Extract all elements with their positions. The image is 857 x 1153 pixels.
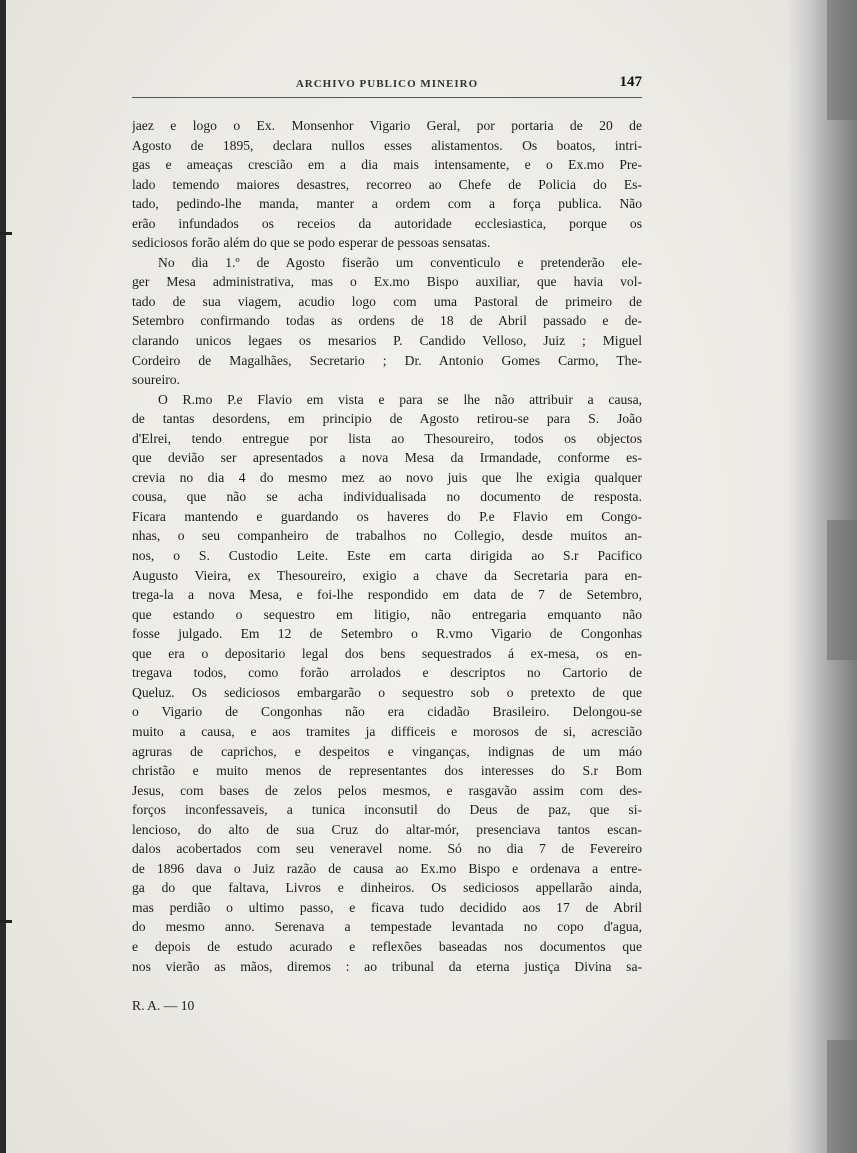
text-line: de tantas desordens, em principio de Agosto retirou-se para S. João [132, 411, 642, 427]
text-line: Setembro confirmando todas as ordens de 18 de Abril passado e de- [132, 313, 642, 329]
text-line: que estando o sequestro em litigio, não entregaria emquanto não [132, 606, 642, 622]
text-line: clarando unicos legaes os mesarios P. Candido Velloso, Juiz ; Miguel [132, 333, 642, 349]
text-line: nos, o S. Custodio Leite. Este em carta dirigida ao S.r Pacifico [132, 548, 642, 564]
text-line: tado, pedindo-lhe manda, manter a ordem com a força publica. Não [132, 196, 642, 212]
right-shadow-band [827, 0, 857, 120]
text-line: Cordeiro de Magalhães, Secretario ; Dr. Antonio Gomes Carmo, The- [132, 352, 642, 368]
text-line: de 1896 dava o Juiz razão de causa ao Ex.mo Bispo e ordenava a entre- [132, 860, 642, 876]
text-line: ger Mesa administrativa, mas o Ex.mo Bispo auxiliar, que havia vol- [132, 274, 642, 290]
body-text [132, 116, 642, 976]
right-shadow-band [827, 520, 857, 660]
text-line: muito a causa, e aos tramites ja difficeis e morosos de si, acrescião [132, 723, 642, 739]
text-line: nos vierão as mãos, diremos : ao tribunal da eterna justiça Divina sa- [132, 958, 642, 974]
text-line: o Vigario de Congonhas não era cidadão Brasileiro. Delongou-se [132, 704, 642, 720]
text-line: Ficara mantendo e guardando os haveres do P.e Flavio em Congo- [132, 508, 642, 524]
running-head: ARCHIVO PUBLICO MINEIRO [295, 78, 479, 90]
left-page-edge [0, 0, 6, 1153]
text-line: O R.mo P.e Flavio em vista e para se lhe não attribuir a causa, [158, 391, 642, 407]
text-line: christão e muito menos de representantes dos interesses do S.r Bom [132, 763, 642, 779]
text-line: cousa, que não se acha individualisada no documento de resposta. [132, 489, 642, 505]
text-line: que devião ser apresentados a nova Mesa da Irmandade, conforme es- [132, 450, 642, 466]
text-line: agruras de caprichos, e despeitos e vinganças, indignas de um máo [132, 743, 642, 759]
text-line: Queluz. Os sediciosos embargarão o sequestro sob o pretexto de que [132, 684, 642, 700]
text-line: do mesmo anno. Serenava a tempestade levantada no copo d'agua, [132, 919, 642, 935]
text-line: mas perdião o ultimo passo, e ficava tudo decidido aos 17 de Abril [132, 899, 642, 915]
left-edge-mark [0, 232, 12, 235]
right-shadow-band [827, 1040, 857, 1153]
text-line: e depois de estudo acurado e reflexões baseadas nos documentos que [132, 938, 642, 954]
text-line: lencioso, do alto de sua Cruz do altar-mór, presenciava tantos escan- [132, 821, 642, 837]
text-line: Augusto Vieira, ex Thesoureiro, exigio a chave da Secretaria para en- [132, 567, 642, 583]
page-header [132, 74, 642, 98]
text-line: dalos acobertados com seu veneravel nome. Só no dia 7 de Fevereiro [132, 841, 642, 857]
text-line: gas e ameaças crescião em a dia mais intensamente, e o Ex.mo Pre- [132, 157, 642, 173]
text-line: nhas, o seu companheiro de trabalhos no Collegio, desde muitos an- [132, 528, 642, 544]
text-line: forços inconfessaveis, a tunica inconsutil do Deus de paz, que si- [132, 802, 642, 818]
text-line: sediciosos forão além do que se podo esperar de pessoas sensatas. [132, 235, 491, 251]
left-edge-mark [0, 920, 12, 923]
header-rule [132, 97, 642, 98]
text-line: lado temendo maiores desastres, recorreo ao Chefe de Policia do Es- [132, 176, 642, 192]
text-line: erão infundados os receios da autoridade ecclesiastica, porque os [132, 215, 642, 231]
text-line: ga do que faltava, Livros e dinheiros. Os sediciosos appellarão ainda, [132, 880, 642, 896]
text-line: Jesus, com bases de zelos pelos mesmos, e rasgavão assim com des- [132, 782, 642, 798]
text-line: fosse julgado. Em 12 de Setembro o R.vmo Vigario de Congonhas [132, 626, 642, 642]
text-line: tado de sua viagem, acudio logo com uma Pastoral de primeiro de [132, 293, 642, 309]
page-number: 147 [619, 74, 642, 90]
text-line: jaez e logo o Ex. Monsenhor Vigario Geral, por portaria de 20 de [132, 118, 642, 133]
text-line: trega-la a nova Mesa, e foi-lhe respondido em data de 7 de Setembro, [132, 587, 642, 603]
text-line: crevia no dia 4 do mesmo mez ao novo juis que lhe exigia qualquer [132, 469, 642, 485]
text-line: No dia 1.º de Agosto fiserão um conventiculo e pretenderão ele- [158, 254, 642, 270]
text-line: soureiro. [132, 372, 180, 388]
text-line: d'Elrei, tendo entregue por lista ao Thesoureiro, todos os objectos [132, 430, 642, 446]
text-line: Agosto de 1895, declara nullos esses alistamentos. Os boatos, intri- [132, 137, 642, 153]
signature-mark: R. A. — 10 [132, 998, 195, 1013]
text-line: tregava todos, como forão arrolados e descriptos no Cartorio de [132, 665, 642, 681]
text-line: que era o depositario legal dos bens sequestrados á ex-mesa, os en- [132, 645, 642, 661]
